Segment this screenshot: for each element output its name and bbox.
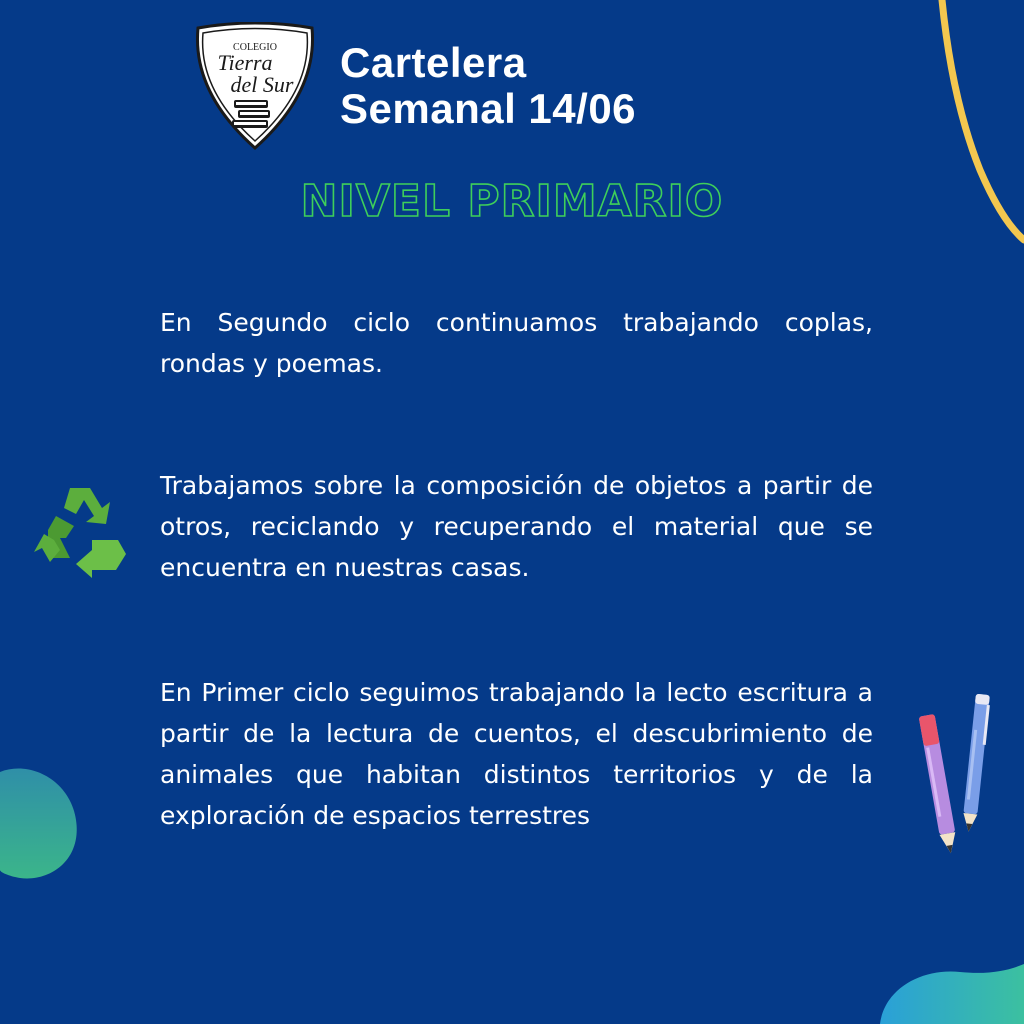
section-heading: NIVEL PRIMARIO	[300, 176, 724, 227]
title-line-2: Semanal 14/06	[340, 85, 637, 132]
school-crest-icon	[190, 22, 320, 152]
pens-icon	[910, 690, 1000, 860]
logo-line2: del Sur	[230, 72, 294, 97]
page-title	[340, 40, 636, 132]
recycle-icon	[30, 478, 130, 578]
teal-blob-decoration-bottom	[870, 960, 1024, 1024]
paragraph-segundo-ciclo: En Segundo ciclo continuamos trabajando coplas, rondas y poemas.	[160, 308, 873, 378]
teal-blob-decoration	[0, 760, 90, 890]
paragraph-reciclaje: Trabajamos sobre la composición de objetos a partir de otros, reciclando y recuperando el material que se encuentra en nuestras casas.	[160, 471, 873, 582]
title-line-1: Cartelera	[340, 39, 527, 86]
logo-line1: Tierra	[217, 50, 273, 75]
logo-top-text: COLEGIO	[233, 42, 277, 53]
paragraph-primer-ciclo: En Primer ciclo seguimos trabajando la lecto escritura a partir de la lectura de cuentos, el descubrimiento de animales que habitan distintos territorios y de la exploración de espacios terrestres	[160, 678, 873, 830]
